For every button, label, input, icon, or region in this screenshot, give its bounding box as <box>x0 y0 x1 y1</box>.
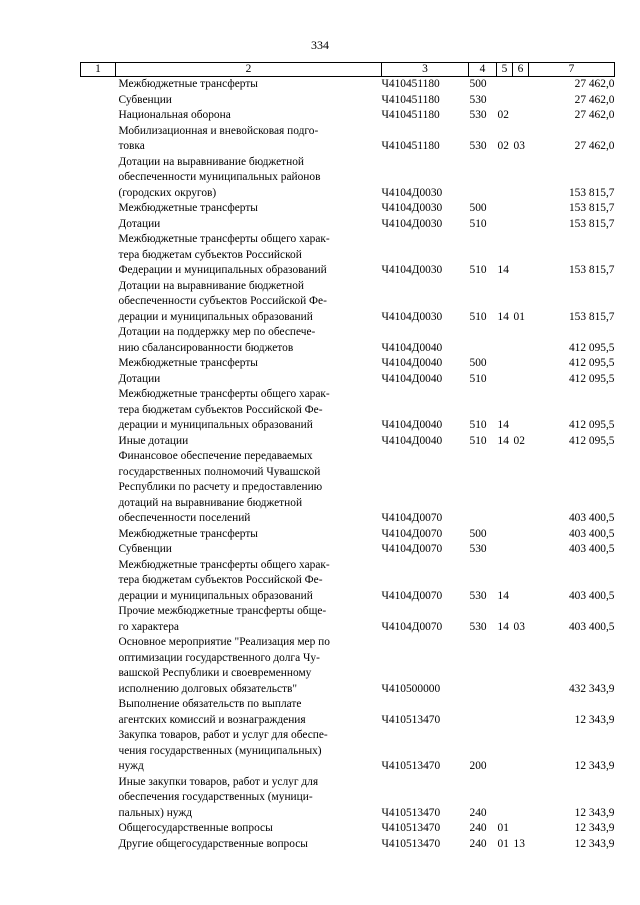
item-name-line: Другие общегосударственные вопросы <box>118 837 308 850</box>
amount: 27 462,0 <box>574 140 615 152</box>
item-name-line: Дотации на выравнивание бюджетной <box>118 155 305 168</box>
subsection-code <box>513 527 529 543</box>
item-name-line: Финансовое обеспечение передаваемых <box>118 450 313 462</box>
amount: 403 400,5 <box>568 589 615 602</box>
target-article-code: Ч410451180 <box>381 109 440 121</box>
subsection-code: 13 <box>513 837 525 850</box>
subsection-code <box>513 697 529 728</box>
item-name-line: го характера <box>118 620 179 633</box>
target-article-code: Ч4104Д0040 <box>381 372 443 385</box>
subsection-code <box>513 449 529 527</box>
row-empty-cell <box>81 821 116 837</box>
row-empty-cell <box>81 527 116 543</box>
item-name-line: Межбюджетные трансферты <box>118 202 258 214</box>
item-name-line: Субвенции <box>118 543 172 555</box>
column-header-7: 7 <box>529 63 615 77</box>
expense-group-code <box>469 155 497 202</box>
target-article-code: Ч410513470 <box>381 760 441 772</box>
table-row <box>81 108 615 124</box>
amount: 403 400,5 <box>568 512 615 524</box>
expense-group-code <box>469 635 497 697</box>
expense-group-code: 510 <box>469 310 487 323</box>
section-code: 14 <box>497 419 509 431</box>
subsection-code <box>513 325 529 356</box>
section-code <box>497 201 513 217</box>
table-row <box>81 558 615 605</box>
row-empty-cell <box>81 542 116 558</box>
row-empty-cell <box>81 356 116 372</box>
item-name-cell <box>116 821 382 837</box>
table-row <box>81 372 615 388</box>
expense-group-code <box>469 449 497 527</box>
item-name-cell <box>116 232 382 279</box>
section-code: 01 <box>497 822 509 834</box>
table-row <box>81 635 615 697</box>
table-row <box>81 93 615 109</box>
table-row <box>81 837 615 853</box>
item-name-cell <box>116 558 382 605</box>
expense-group-code: 240 <box>469 837 487 850</box>
target-article-code: Ч4104Д0040 <box>381 434 443 447</box>
target-article-code: Ч4104Д0070 <box>381 620 443 633</box>
amount: 412 095,5 <box>568 434 615 447</box>
section-code <box>497 77 513 93</box>
amount: 153 815,7 <box>568 202 615 214</box>
expense-group-code: 200 <box>469 760 487 772</box>
item-name-line: вашской Республики и своевременному <box>118 667 312 679</box>
section-code: 14 <box>497 434 509 447</box>
expense-group-code: 240 <box>469 806 487 819</box>
row-empty-cell <box>81 728 116 775</box>
item-name-line: (городских округов) <box>118 186 217 199</box>
expense-group-code: 510 <box>469 434 487 447</box>
subsection-code: 03 <box>513 620 525 633</box>
item-name-line: государственных полномочий Чувашской <box>118 465 321 478</box>
item-name-line: Федерации и муниципальных образований <box>118 264 327 276</box>
item-name-cell <box>116 775 382 822</box>
item-name-cell <box>116 604 382 635</box>
item-name-line: Выполнение обязательств по выплате <box>118 698 302 710</box>
expense-group-code: 530 <box>469 93 487 106</box>
table-row <box>81 542 615 558</box>
item-name-line: обеспеченности муниципальных районов <box>118 171 321 183</box>
column-header-3: 3 <box>382 63 469 77</box>
target-article-code: Ч4104Д0040 <box>381 341 443 354</box>
item-name-line: Межбюджетные трансферты <box>118 357 258 369</box>
expense-group-code: 500 <box>469 527 487 540</box>
item-name-cell <box>116 124 382 155</box>
row-empty-cell <box>81 372 116 388</box>
table-body <box>81 77 615 853</box>
expense-group-code: 530 <box>469 589 487 602</box>
page-number: 334 <box>311 38 329 52</box>
section-code <box>497 527 513 543</box>
target-article-code: Ч410451180 <box>381 140 440 152</box>
item-name-line: Иные закупки товаров, работ и услуг для <box>118 775 319 788</box>
item-name-line: обеспеченности субъектов Российской Фе- <box>118 295 327 307</box>
table-row <box>81 201 615 217</box>
target-article-code: Ч410513470 <box>381 822 441 834</box>
amount: 12 343,9 <box>574 760 615 772</box>
section-code: 02 <box>497 140 509 152</box>
item-name-cell <box>116 77 382 93</box>
item-name-cell <box>116 387 382 434</box>
column-header-6: 6 <box>513 63 529 77</box>
amount: 27 462,0 <box>574 93 615 106</box>
table-row <box>81 325 615 356</box>
row-empty-cell <box>81 697 116 728</box>
target-article-code: Ч4104Д0070 <box>381 512 443 524</box>
section-code <box>497 728 513 775</box>
subsection-code <box>513 635 529 697</box>
item-name-line: дерации и муниципальных образований <box>118 589 313 602</box>
row-empty-cell <box>81 387 116 434</box>
item-name-line: оптимизации государственного долга Чу- <box>118 651 320 664</box>
item-name-cell <box>116 449 382 527</box>
table-row <box>81 217 615 233</box>
item-name-cell <box>116 542 382 558</box>
item-name-line: Национальная оборона <box>118 109 231 121</box>
item-name-cell <box>116 201 382 217</box>
section-code <box>497 775 513 822</box>
item-name-cell <box>116 527 382 543</box>
subsection-code <box>513 155 529 202</box>
item-name-line: нужд <box>118 760 144 772</box>
subsection-code <box>513 108 529 124</box>
table-row <box>81 387 615 434</box>
table-row <box>81 155 615 202</box>
expense-group-code <box>469 697 497 728</box>
target-article-code: Ч4104Д0030 <box>381 310 443 323</box>
item-name-line: агентских комиссий и вознаграждения <box>118 713 306 726</box>
target-article-code: Ч410513470 <box>381 806 441 819</box>
amount: 153 815,7 <box>568 310 615 323</box>
target-article-code: Ч4104Д0070 <box>381 589 443 602</box>
target-article-code: Ч4104Д0030 <box>381 186 443 199</box>
expense-group-code: 500 <box>469 357 487 369</box>
subsection-code <box>513 356 529 372</box>
row-empty-cell <box>81 558 116 605</box>
table-row <box>81 124 615 155</box>
item-name-line: Прочие межбюджетные трансферты обще- <box>118 605 327 617</box>
section-code <box>497 217 513 233</box>
subsection-code <box>513 93 529 109</box>
expense-group-code: 530 <box>469 620 487 633</box>
section-code <box>497 449 513 527</box>
subsection-code <box>513 542 529 558</box>
row-empty-cell <box>81 279 116 326</box>
subsection-code: 01 <box>513 310 525 323</box>
expense-group-code: 510 <box>469 372 487 385</box>
column-header-2: 2 <box>116 63 382 77</box>
item-name-cell <box>116 108 382 124</box>
amount: 403 400,5 <box>568 620 615 633</box>
column-header-1: 1 <box>81 63 116 77</box>
expense-group-code: 530 <box>469 109 487 121</box>
item-name-line: Субвенции <box>118 93 172 106</box>
amount: 12 343,9 <box>574 837 615 850</box>
target-article-code: Ч4104Д0030 <box>381 264 443 276</box>
row-empty-cell <box>81 837 116 853</box>
subsection-code <box>513 387 529 434</box>
section-code: 01 <box>497 837 509 850</box>
section-code <box>497 542 513 558</box>
target-article-code: Ч410500000 <box>381 682 441 695</box>
amount: 153 815,7 <box>568 264 615 276</box>
expense-group-code <box>469 325 497 356</box>
item-name-line: дотаций на выравнивание бюджетной <box>118 496 303 509</box>
row-empty-cell <box>81 232 116 279</box>
amount: 432 343,9 <box>568 682 615 695</box>
subsection-code <box>513 232 529 279</box>
subsection-code <box>513 821 529 837</box>
item-name-cell <box>116 93 382 109</box>
section-code: 14 <box>497 589 509 602</box>
row-empty-cell <box>81 217 116 233</box>
expense-group-code: 530 <box>469 543 487 555</box>
section-code: 14 <box>497 310 509 323</box>
amount: 27 462,0 <box>574 109 615 121</box>
target-article-code: Ч4104Д0070 <box>381 527 443 540</box>
section-code <box>497 325 513 356</box>
amount: 153 815,7 <box>568 186 615 199</box>
item-name-line: обеспечения государственных (муници- <box>118 791 313 803</box>
section-code <box>497 356 513 372</box>
expense-group-code: 510 <box>469 217 487 230</box>
subsection-code <box>513 775 529 822</box>
item-name-line: исполнению долговых обязательств" <box>118 682 298 695</box>
item-name-line: Межбюджетные трансферты общего харак- <box>118 558 330 571</box>
item-name-cell <box>116 837 382 853</box>
amount: 12 343,9 <box>574 822 615 834</box>
row-empty-cell <box>81 77 116 93</box>
subsection-code <box>513 372 529 388</box>
amount: 412 095,5 <box>568 419 615 431</box>
row-empty-cell <box>81 325 116 356</box>
section-code <box>497 93 513 109</box>
target-article-code: Ч4104Д0040 <box>381 357 443 369</box>
section-code: 14 <box>497 620 509 633</box>
amount: 12 343,9 <box>574 713 615 726</box>
section-code <box>497 372 513 388</box>
item-name-line: Дотации <box>118 372 161 385</box>
item-name-line: Межбюджетные трансферты общего харак- <box>118 388 330 400</box>
row-empty-cell <box>81 604 116 635</box>
target-article-code: Ч410513470 <box>381 837 441 850</box>
item-name-line: Дотации на выравнивание бюджетной <box>118 279 305 292</box>
item-name-line: Дотации на поддержку мер по обеспече- <box>118 326 316 338</box>
item-name-line: Межбюджетные трансферты <box>118 78 258 90</box>
table-row <box>81 697 615 728</box>
expense-group-code: 500 <box>469 202 487 214</box>
table-header <box>81 63 615 77</box>
item-name-line: Дотации <box>118 217 161 230</box>
item-name-line: Межбюджетные трансферты <box>118 527 258 540</box>
item-name-cell <box>116 325 382 356</box>
item-name-line: Мобилизационная и вневойсковая подго- <box>118 124 319 137</box>
amount: 12 343,9 <box>574 806 615 819</box>
item-name-line: Иные дотации <box>118 434 189 447</box>
item-name-line: Общегосударственные вопросы <box>118 822 273 834</box>
row-empty-cell <box>81 635 116 697</box>
row-empty-cell <box>81 155 116 202</box>
item-name-line: дерации и муниципальных образований <box>118 310 313 323</box>
subsection-code: 02 <box>513 434 525 447</box>
table-row <box>81 728 615 775</box>
table-row <box>81 821 615 837</box>
subsection-code <box>513 217 529 233</box>
item-name-cell <box>116 434 382 450</box>
table-row <box>81 434 615 450</box>
section-code: 14 <box>497 264 509 276</box>
table-row <box>81 449 615 527</box>
item-name-cell <box>116 279 382 326</box>
target-article-code: Ч410451180 <box>381 93 440 106</box>
item-name-line: Закупка товаров, работ и услуг для обеспе- <box>118 729 328 741</box>
item-name-line: нию сбалансированности бюджетов <box>118 341 294 354</box>
item-name-line: чения государственных (муниципальных) <box>118 744 322 757</box>
subsection-code <box>513 728 529 775</box>
item-name-cell <box>116 217 382 233</box>
item-name-line: тера бюджетам субъектов Российской Фе- <box>118 403 323 416</box>
target-article-code: Ч4104Д0040 <box>381 419 443 431</box>
item-name-cell <box>116 155 382 202</box>
subsection-code <box>513 201 529 217</box>
item-name-line: тера бюджетам субъектов Российской <box>118 248 302 261</box>
item-name-cell <box>116 635 382 697</box>
amount: 153 815,7 <box>568 217 615 230</box>
amount: 403 400,5 <box>568 527 615 540</box>
table-row <box>81 279 615 326</box>
table-row <box>81 775 615 822</box>
table-row <box>81 232 615 279</box>
amount: 412 095,5 <box>568 372 615 385</box>
table-row <box>81 356 615 372</box>
column-header-5: 5 <box>497 63 513 77</box>
item-name-cell <box>116 372 382 388</box>
target-article-code: Ч410451180 <box>381 78 440 90</box>
row-empty-cell <box>81 775 116 822</box>
item-name-line: дерации и муниципальных образований <box>118 419 313 431</box>
item-name-line: обеспеченности поселений <box>118 512 251 524</box>
section-code <box>497 155 513 202</box>
table-row <box>81 527 615 543</box>
row-empty-cell <box>81 449 116 527</box>
row-empty-cell <box>81 434 116 450</box>
item-name-line: Основное мероприятие "Реализация мер по <box>118 636 330 648</box>
item-name-line: Межбюджетные трансферты общего харак- <box>118 233 330 245</box>
table-row <box>81 77 615 93</box>
item-name-line: товка <box>118 140 145 152</box>
row-empty-cell <box>81 201 116 217</box>
expense-group-code: 530 <box>469 140 487 152</box>
item-name-line: тера бюджетам субъектов Российской Фе- <box>118 574 323 586</box>
target-article-code: Ч410513470 <box>381 713 441 726</box>
target-article-code: Ч4104Д0030 <box>381 202 443 214</box>
budget-table <box>80 62 615 852</box>
amount: 412 095,5 <box>568 341 615 354</box>
item-name-cell <box>116 697 382 728</box>
expense-group-code: 500 <box>469 78 487 90</box>
target-article-code: Ч4104Д0030 <box>381 217 443 230</box>
row-empty-cell <box>81 108 116 124</box>
row-empty-cell <box>81 93 116 109</box>
item-name-cell <box>116 356 382 372</box>
expense-group-code: 510 <box>469 264 487 276</box>
item-name-line: пальных) нужд <box>118 806 193 819</box>
amount: 412 095,5 <box>568 357 615 369</box>
subsection-code <box>513 558 529 605</box>
item-name-cell <box>116 728 382 775</box>
column-header-4: 4 <box>469 63 497 77</box>
subsection-code <box>513 77 529 93</box>
expense-group-code: 240 <box>469 822 487 834</box>
target-article-code: Ч4104Д0070 <box>381 543 443 555</box>
amount: 403 400,5 <box>568 543 615 555</box>
subsection-code: 03 <box>513 140 525 152</box>
item-name-line: Республики по расчету и предоставлению <box>118 481 323 493</box>
section-code <box>497 697 513 728</box>
row-empty-cell <box>81 124 116 155</box>
amount: 27 462,0 <box>574 78 615 90</box>
section-code: 02 <box>497 109 509 121</box>
section-code <box>497 635 513 697</box>
expense-group-code: 510 <box>469 419 487 431</box>
table-row <box>81 604 615 635</box>
